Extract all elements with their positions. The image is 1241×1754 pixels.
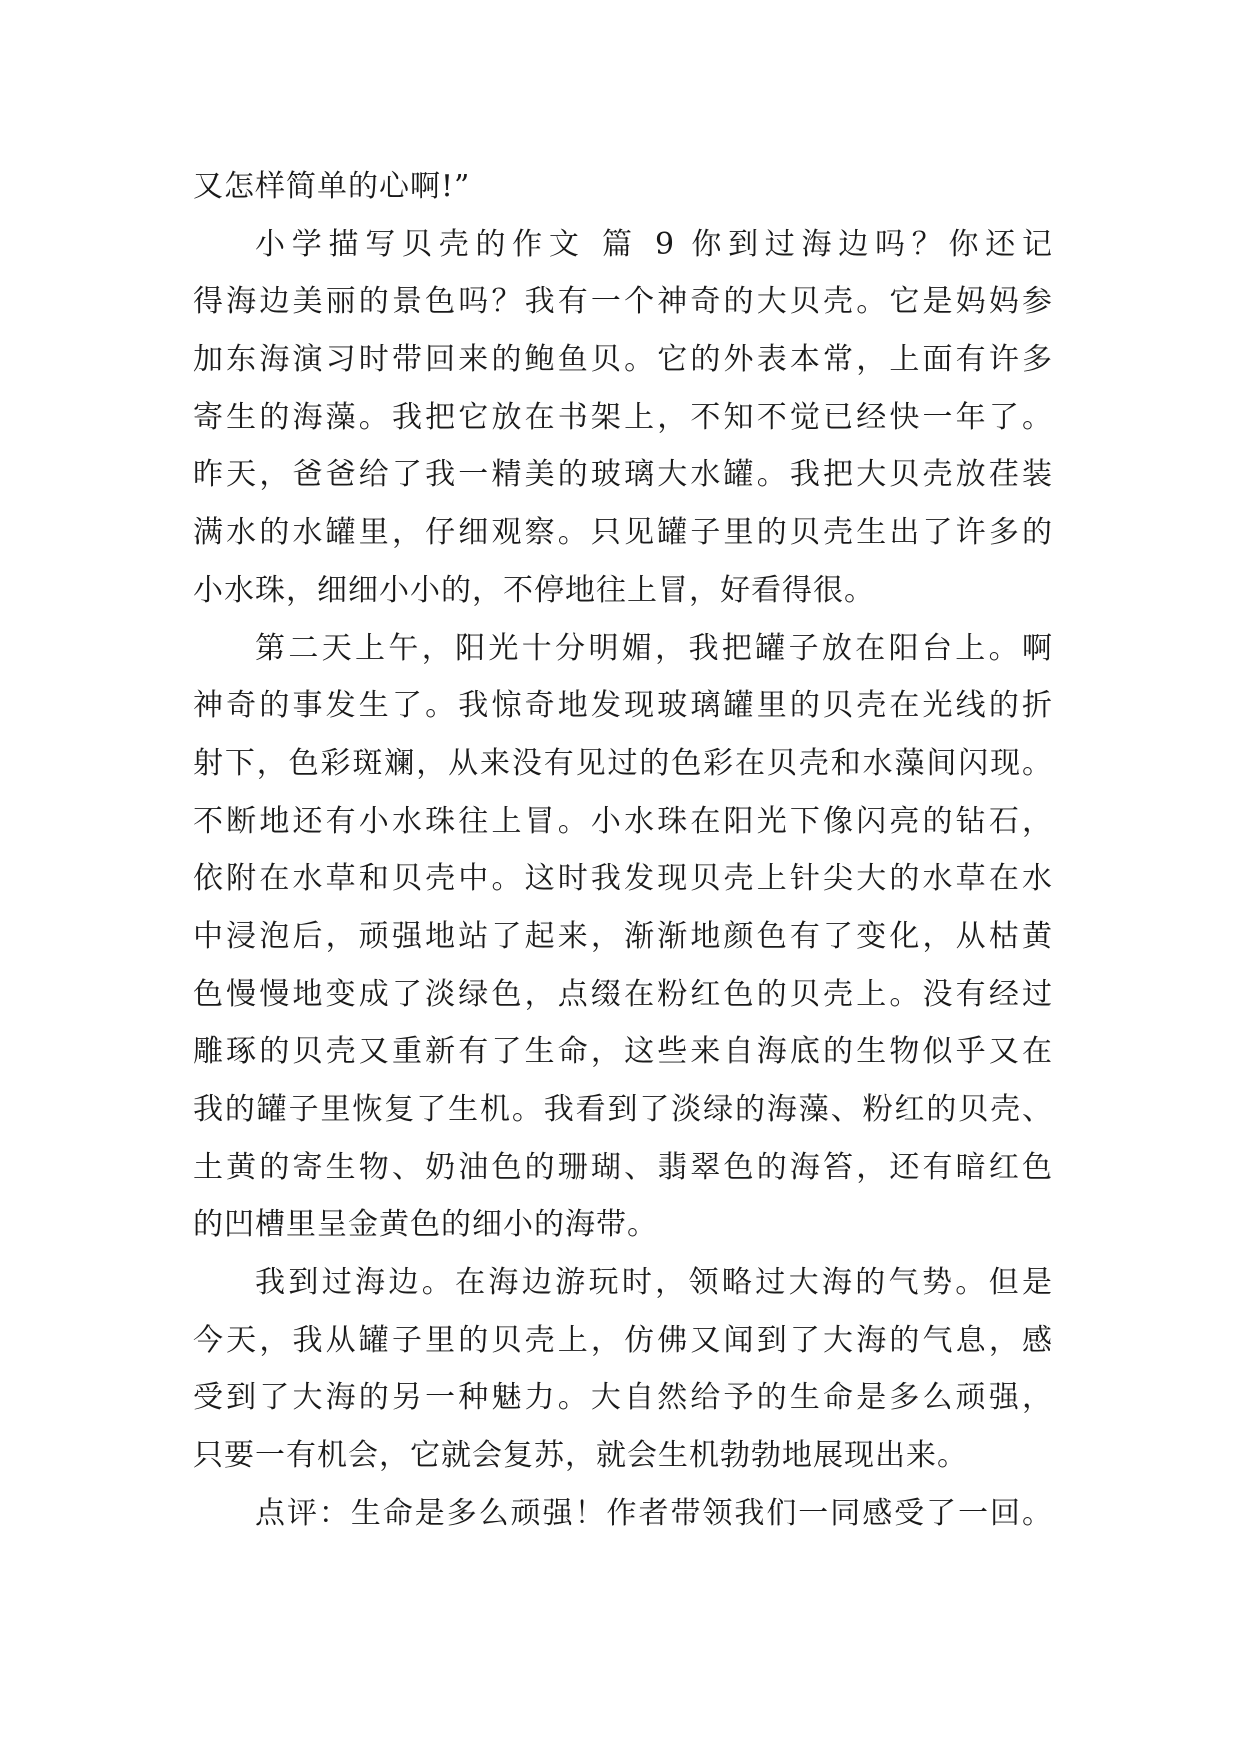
text-line: 点评：生命是多么顽强！作者带领我们一同感受了一回。 [255, 1495, 1053, 1531]
text-line: 得海边美丽的景色吗？我有一个神奇的大贝壳。它是妈妈参 [193, 284, 1053, 320]
text-line: 我的罐子里恢复了生机。我看到了淡绿的海藻、粉红的贝壳、 [193, 1092, 1053, 1127]
text-line: 受到了大海的另一种魅力。大自然给予的生命是多么顽强， [193, 1380, 1053, 1416]
text-line: 神奇的事发生了。我惊奇地发现玻璃罐里的贝壳在光线的折 [193, 688, 1053, 724]
text-line: 中浸泡后，顽强地站了起来，渐渐地颜色有了变化，从枯黄 [193, 918, 1053, 954]
text-line: 雕琢的贝壳又重新有了生命，这些来自海底的生物似乎又在 [193, 1034, 1053, 1070]
text-line: 加东海演习时带回来的鲍鱼贝。它的外表本常，上面有许多 [193, 342, 1053, 378]
text-line: 我到过海边。在海边游玩时，领略过大海的气势。但是 [255, 1265, 1053, 1301]
text-line: 射下，色彩斑斓，从来没有见过的色彩在贝壳和水藻间闪现。 [193, 745, 1053, 781]
text-line: 今天，我从罐子里的贝壳上，仿佛又闻到了大海的气息，感 [193, 1322, 1053, 1358]
text-line: 寄生的海藻。我把它放在书架上，不知不觉已经快一年了。 [193, 399, 1053, 435]
text-line: 不断地还有小水珠往上冒。小水珠在阳光下像闪亮的钻石， [193, 803, 1053, 839]
text-line: 又怎样简单的心啊!” [193, 169, 471, 204]
text-line: 只要一有机会，它就会复苏，就会生机勃勃地展现出来。 [193, 1438, 968, 1474]
text-line: 满水的水罐里，仔细观察。只见罐子里的贝壳生出了许多的 [193, 515, 1053, 551]
text-line: 色慢慢地变成了淡绿色，点缀在粉红色的贝壳上。没有经过 [193, 976, 1053, 1012]
text-line: 昨天，爸爸给了我一精美的玻璃大水罐。我把大贝壳放荏装 [193, 457, 1053, 493]
text-line: 依附在水草和贝壳中。这时我发现贝壳上针尖大的水草在水 [193, 861, 1053, 897]
text-line: 小水珠，细细小小的，不停地往上冒，好看得很。 [193, 572, 875, 608]
text-line: 第二天上午，阳光十分明媚，我把罐子放在阳台上。啊 [255, 630, 1053, 666]
text-line: 土黄的寄生物、奶油色的珊瑚、翡翠色的海笞，还有暗红色 [193, 1149, 1053, 1185]
essay-body [193, 158, 1053, 1543]
text-line: 的凹槽里呈金黄色的细小的海带。 [193, 1207, 658, 1243]
text-line: 小学描写贝壳的作文 篇 9 你到过海边吗？你还记 [255, 226, 1053, 262]
